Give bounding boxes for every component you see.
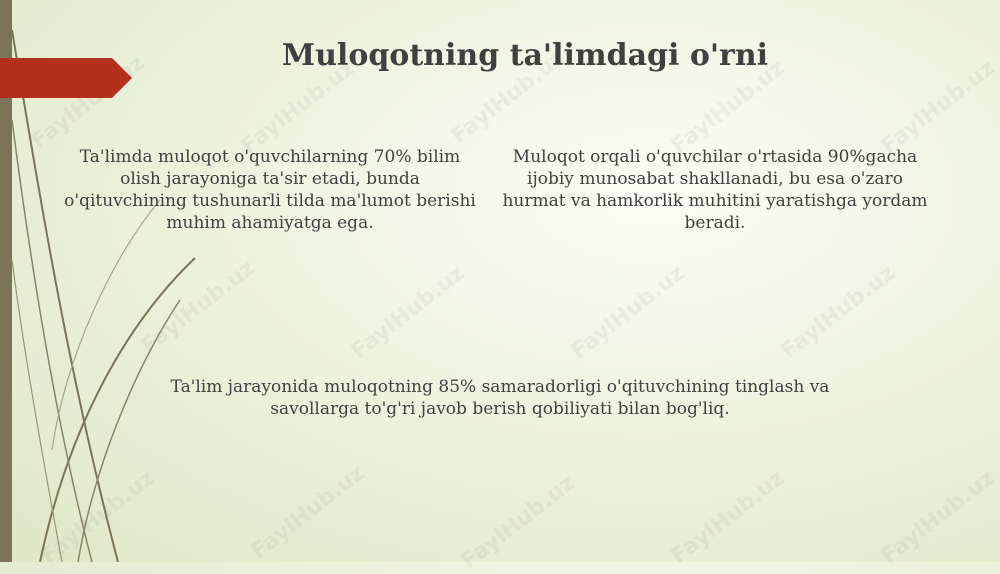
watermark: FaylHub.uz [456,470,580,574]
watermark: FaylHub.uz [36,465,160,570]
watermark: FaylHub.uz [876,465,1000,570]
red-accent-tab [0,58,132,98]
watermark: FaylHub.uz [446,45,570,150]
watermark: FaylHub.uz [246,460,370,565]
watermark: FaylHub.uz [346,260,470,365]
text-block-bottom: Ta'lim jarayonida muloqotning 85% samaradorligi o'qituvchining tinglash va savollarga to'g'ri javob berish qobiliyati bilan bog'liq. [170,377,830,419]
page-title: Muloqotning ta'limdagi o'rni [281,38,769,73]
watermark: FaylHub.uz [776,260,900,365]
watermark: FaylHub.uz [26,50,150,155]
watermark: FaylHub.uz [566,260,690,365]
text-block-right: Muloqot orqali o'quvchilar o'rtasida 90%gacha ijobiy munosabat shakllanadi, bu esa o'zaro hurmat va hamkorlik muhitini yaratishga yordam beradi. [502,147,928,233]
text-block-left: Ta'limda muloqot o'quvchilarning 70% bilim olish jarayoniga ta'sir etadi, bunda o'qituvchining tushunarli tilda ma'lumot berishi muhim ahamiyatga ega. [64,147,476,233]
watermark: FaylHub.uz [136,255,260,360]
watermark: FaylHub.uz [236,55,360,160]
watermark: FaylHub.uz [876,55,1000,160]
watermark: FaylHub.uz [666,55,790,160]
watermark: FaylHub.uz [666,465,790,570]
